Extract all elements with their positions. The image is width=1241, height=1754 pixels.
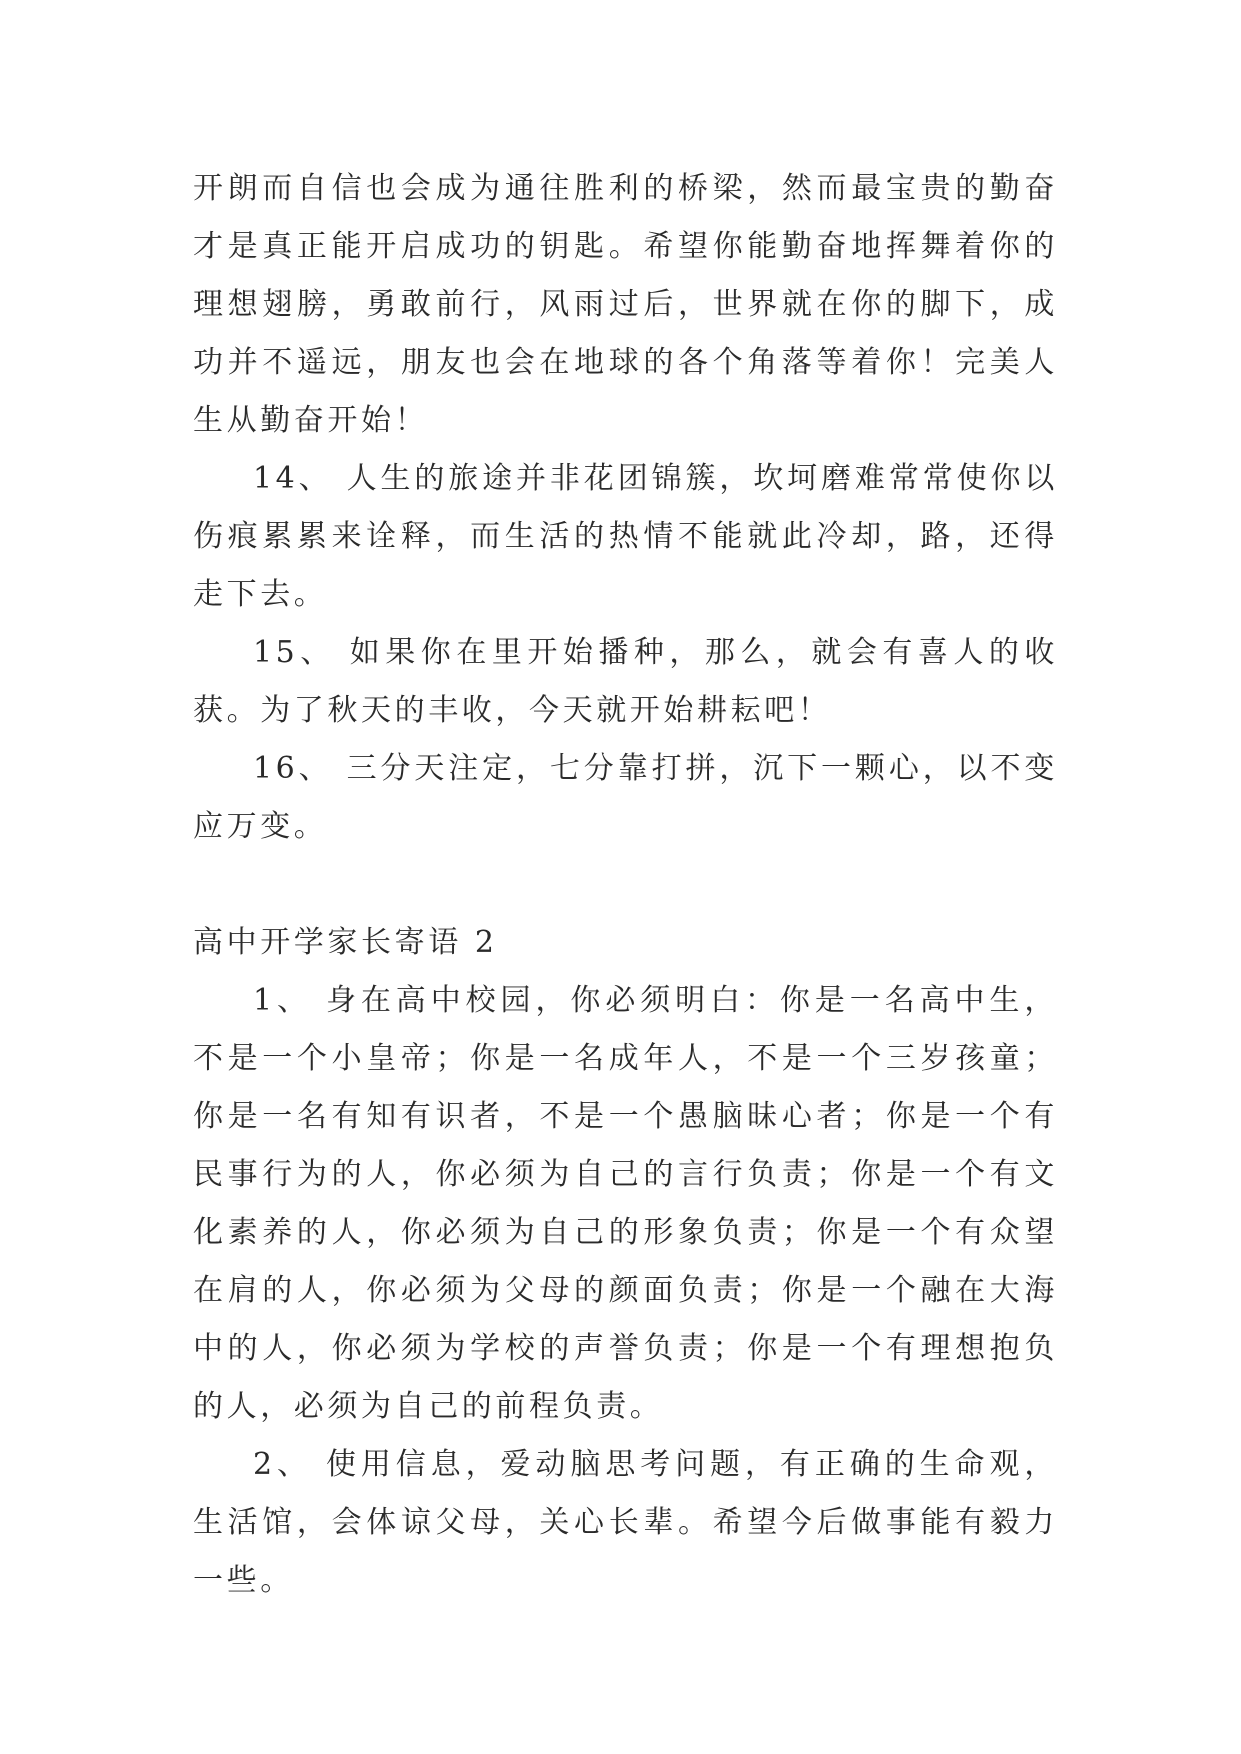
item-number: 1、 xyxy=(253,983,312,1018)
item-text: 使用信息，爱动脑思考问题，有正确的生命观，生活馆，会体谅父母，关心长辈。希望今后做事能有毅力一些。 xyxy=(193,1447,1058,1598)
item-text: 三分天注定，七分靠打拼，沉下一颗心，以不变应万变。 xyxy=(193,751,1058,844)
item-number: 16、 xyxy=(253,751,333,786)
item-number: 2、 xyxy=(253,1447,312,1482)
list-item xyxy=(193,450,1058,624)
intro-paragraph: 开朗而自信也会成为通往胜利的桥梁，然而最宝贵的勤奋才是真正能开启成功的钥匙。希望你能勤奋地挥舞着你的理想翅膀，勇敢前行，风雨过后，世界就在你的脚下，成功并不遥远，朋友也会在地球的各个角落等着你！完美人生从勤奋开始！ xyxy=(193,171,1058,438)
item-number: 14、 xyxy=(253,461,333,496)
item-text: 如果你在里开始播种，那么，就会有喜人的收获。为了秋天的丰收，今天就开始耕耘吧！ xyxy=(193,635,1059,728)
list-item xyxy=(193,624,1058,740)
list-item xyxy=(193,972,1058,1436)
list-item xyxy=(193,740,1058,856)
document-body xyxy=(193,160,1058,1610)
list-item xyxy=(193,1436,1058,1610)
item-number: 15、 xyxy=(253,635,336,670)
item-text: 身在高中校园，你必须明白：你是一名高中生，不是一个小皇帝；你是一名成年人，不是一个三岁孩童；你是一名有知有识者，不是一个愚脑昧心者；你是一个有民事行为的人，你必须为自己的言行负责；你是一个有文化素养的人，你必须为自己的形象负责；你是一个有众望在肩的人，你必须为父母的颜面负责；你是一个融在大海中的人，你必须为学校的声誉负责；你是一个有理想抱负的人，必须为自己的前程负责。 xyxy=(193,983,1058,1424)
item-text: 人生的旅途并非花团锦簇，坎坷磨难常常使你以伤痕累累来诠释，而生活的热情不能就此冷却，路，还得走下去。 xyxy=(193,461,1058,612)
section-title: 高中开学家长寄语 2 xyxy=(193,925,498,960)
